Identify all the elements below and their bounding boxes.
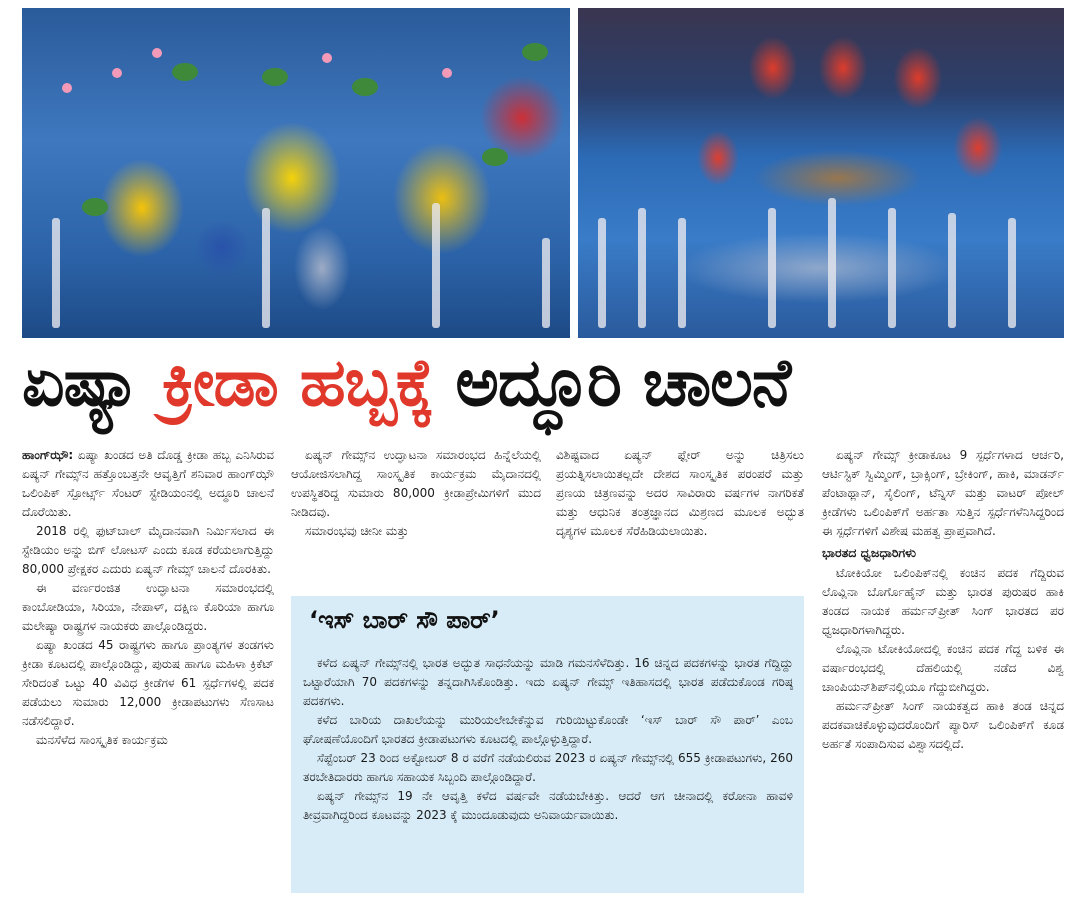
paragraph: 2018 ರಲ್ಲಿ ಫುಟ್‌ಬಾಲ್ ಮೈದಾನವಾಗಿ ನಿರ್ಮಿಸಲಾದ ಈ ಸ್ಟೇಡಿಯಂ ಅನ್ನು ಬಿಗ್ ಲೋಟಸ್ ಎಂದು ಕೂಡ ಕರೆಯಲಾಗುತ್ತಿದ್ದು 80,000 ಪ್ರೇಕ್ಷಕರ ಎದುರು ಏಷ್ಯನ್ ಗೇಮ್ಸ್ ಚಾಲನೆ ದೊರಕಿತು. xyxy=(22,524,274,576)
headline-part-3: ಅದ್ಧೂರಿ ಚಾಲನೆ xyxy=(433,344,791,421)
article-column-3 xyxy=(556,446,804,541)
paragraph: ಟೋಕಿಯೋ ಒಲಿಂಪಿಕ್‌ನಲ್ಲಿ ಕಂಚಿನ ಪದಕ ಗೆದ್ದಿರುವ ಲೊವ್ಲಿನಾ ಬೊರ್ಗೊಹೈನ್ ಮತ್ತು ಭಾರತ ಪುರುಷರ ಹಾಕಿ ತಂಡದ ನಾಯಕ ಹರ್ಮನ್‌ಪ್ರೀತ್ ಸಿಂಗ್ ಭಾರತದ ಪರ ಧ್ವಜಧಾರಿಗಳಾಗಿದ್ದರು. xyxy=(822,566,1064,637)
paragraph: ಏಷ್ಯನ್ ಗೇಮ್ಸ್‌ನ 19 ನೇ ಆವೃತ್ತಿ ಕಳೆದ ವರ್ಷವೇ ನಡೆಯಬೇಕಿತ್ತು. ಆದರೆ ಆಗ ಚೀನಾದಲ್ಲಿ ಕರೋನಾ ಹಾವಳಿ ತೀವ್ರವಾಗಿದ್ದರಿಂದ ಕೂಟವನ್ನು 2023 ಕ್ಕೆ ಮುಂದೂಡುವುದು ಅನಿವಾರ್ಯವಾಯಿತು. xyxy=(303,789,793,822)
ceremony-lion-dance-photo xyxy=(578,8,1064,338)
paragraph: ಏಷ್ಯನ್ ಗೇಮ್ಸ್ ಕ್ರೀಡಾಕೂಟ 9 ಸ್ಪರ್ಧೆಗಳಾದ ಆರ್ಚರಿ, ಆರ್ಟಿಸ್ಟಿಕ್ ಸ್ವಿಮ್ಮಿಂಗ್, ಬ್ರಾಕ್ಸಿಂಗ್, ಬ್ರೇಕಿಂಗ್, ಹಾಕಿ, ಮಾಡರ್ನ್ ಪೆಂಟಾಥ್ಲಾನ್, ಸೈಲಿಂಗ್, ಟೆನ್ನಿಸ್ ಮತ್ತು ವಾಟರ್ ಪೋಲ್ ಕ್ರೀಡೆಗಳು ಒಲಿಂಪಿಕ್‌ಗೆ ಅರ್ಹತಾ ಸುತ್ತಿನ ಸ್ಪರ್ಧೆಗಳೆನಿಸಿದ್ದರಿಂದ ಈ ಸ್ಪರ್ಧೆಗಳಿಗೆ ವಿಶೇಷ ಮಹತ್ವ ಪ್ರಾಪ್ತವಾಗಿದೆ. xyxy=(822,448,1064,538)
paragraph: ಹರ್ಮನ್‌ಪ್ರೀತ್ ಸಿಂಗ್ ನಾಯಕತ್ವದ ಹಾಕಿ ತಂಡ ಚಿನ್ನದ ಪದಕವಾಚಿಕೊಳ್ಳುವುದರೊಂದಿಗೆ ಪ್ಯಾರಿಸ್ ಒಲಿಂಪಿಕ್‌ಗೆ ಕೂಡ ಅರ್ಹತೆ ಸಂಪಾದಿಸುವ ವಿಶ್ವಾಸದಲ್ಲಿದೆ. xyxy=(822,699,1064,751)
article-column-2 xyxy=(291,446,541,541)
paragraph: ಏಷ್ಯನ್ ಗೇಮ್ಸ್‌ನ ಉದ್ಘಾಟನಾ ಸಮಾರಂಭದ ಹಿನ್ನೆಲೆಯಲ್ಲಿ ಆಯೋಜಿಸಲಾಗಿದ್ದ ಸಾಂಸ್ಕೃತಿಕ ಕಾರ್ಯಕ್ರಮ ಮೈದಾನದಲ್ಲಿ ಉಪಸ್ಥಿತರಿದ್ದ ಸುಮಾರು 80,000 ಕ್ರೀಡಾಪ್ರೇಮಿಗಳಿಗೆ ಮುದ ನೀಡಿದವು. xyxy=(291,448,541,519)
paragraph: ಮನಸೆಳೆದ ಸಾಂಸ್ಕೃತಿಕ ಕಾರ್ಯಕ್ರಮ xyxy=(36,733,168,747)
paragraph: ಸಮಾರಂಭವು ಚೀನೀ ಮತ್ತು xyxy=(305,524,409,538)
dateline: ಹಾಂಗ್‌ಝೌ: xyxy=(22,448,74,462)
box-body xyxy=(303,654,793,825)
headline-part-2: ಕ್ರೀಡಾ ಹಬ್ಬಕ್ಕೆ xyxy=(161,344,434,421)
paragraph-text: ಏಷ್ಯಾ ಖಂಡದ ಅತಿ ದೊಡ್ಡ ಕ್ರೀಡಾ ಹಬ್ಬ ಎನಿಸಿರುವ ಏಷ್ಯನ್ ಗೇಮ್ಸ್‌ನ ಹತ್ತೊಂಬತ್ತನೇ ಆವೃತ್ತಿಗೆ ಶನಿವಾರ ಹಾಂಗ್‌ಝೌ ಒಲಿಂಪಿಕ್ ಸ್ಪೋರ್ಟ್ಸ್ ಸೆಂಟರ್ ಸ್ಟೇಡಿಯಂನಲ್ಲಿ ಅದ್ಧೂರಿ ಚಾಲನೆ ದೊರೆಯಿತು. xyxy=(22,448,274,519)
ceremony-dancers-photo xyxy=(22,8,570,338)
article-column-1 xyxy=(22,446,274,750)
headline xyxy=(22,342,1064,424)
headline-part-1: ಏಷ್ಯಾ xyxy=(22,344,162,421)
paragraph: ಏಷ್ಯಾ ಖಂಡದ 45 ರಾಷ್ಟ್ರಗಳು ಹಾಗೂ ಪ್ರಾಂತ್ಯಗಳ ತಂಡಗಳು ಕ್ರೀಡಾ ಕೂಟದಲ್ಲಿ ಪಾಲ್ಗೊಂಡಿದ್ದು, ಪುರುಷ ಹಾಗೂ ಮಹಿಳಾ ಕ್ರಿಕೆಟ್ ಸೇರಿದಂತೆ ಒಟ್ಟು 40 ವಿವಿಧ ಕ್ರೀಡೆಗಳ 61 ಸ್ಪರ್ಧೆಗಳಲ್ಲಿ ಪದಕ ಪಡೆಯಲು ಸುಮಾರು 12,000 ಕ್ರೀಡಾಪಟುಗಳು ಸೆಣಸಾಟ ನಡೆಸಲಿದ್ದಾರೆ. xyxy=(22,638,274,728)
paragraph: ಕಳೆದ ಬಾರಿಯ ದಾಖಲೆಯನ್ನು ಮುರಿಯಲೇಬೇಕೆನ್ನುವ ಗುರಿಯಿಟ್ಟುಕೊಂಡೇ ‘ಇಸ್ ಬಾರ್ ಸೌ ಪಾರ್’ ಎಂಬ ಘೋಷಣೆಯೊಂದಿಗೆ ಭಾರತದ ಕ್ರೀಡಾಪಟುಗಳು ಕೂಟದಲ್ಲಿ ಪಾಲ್ಗೊಳ್ಳುತ್ತಿದ್ದಾರೆ. xyxy=(303,713,793,746)
paragraph: ಲೊವ್ಲಿನಾ ಟೋಕಿಯೋದಲ್ಲಿ ಕಂಚಿನ ಪದಕ ಗೆದ್ದ ಬಳಿಕ ಈ ವರ್ಷಾರಂಭದಲ್ಲಿ ದೆಹಲಿಯಲ್ಲಿ ನಡೆದ ವಿಶ್ವ ಚಾಂಪಿಯನ್‌ಶಿಪ್‌ನಲ್ಲಿಯೂ ಗೆದ್ದುಬೀಗಿದ್ದರು. xyxy=(822,642,1064,694)
paragraph: ಕಳೆದ ಏಷ್ಯನ್ ಗೇಮ್ಸ್‌ನಲ್ಲಿ ಭಾರತ ಅದ್ಭುತ ಸಾಧನೆಯನ್ನು ಮಾಡಿ ಗಮನಸೆಳೆದಿತ್ತು. 16 ಚಿನ್ನದ ಪದಕಗಳನ್ನು ಭಾರತ ಗೆದ್ದಿದ್ದು ಒಟ್ಟಾರೆಯಾಗಿ 70 ಪದಕಗಳನ್ನು ತನ್ನದಾಗಿಸಿಕೊಂಡಿತ್ತು. ಇದು ಏಷ್ಯನ್ ಗೇಮ್ಸ್ ಇತಿಹಾಸದಲ್ಲಿ ಭಾರತ ಪಡೆದುಕೊಂಡ ಗರಿಷ್ಠ ಪದಕಗಳು. xyxy=(303,656,793,708)
paragraph: ಸೆಪ್ಟೆಂಬರ್ 23 ರಿಂದ ಅಕ್ಟೋಬರ್ 8 ರ ವರೆಗೆ ನಡೆಯಲಿರುವ 2023 ರ ಏಷ್ಯನ್ ಗೇಮ್ಸ್‌ನಲ್ಲಿ 655 ಕ್ರೀಡಾಪಟುಗಳು, 260 ತರಬೇತಿದಾರರು ಹಾಗೂ ಸಹಾಯಕ ಸಿಬ್ಬಂದಿ ಪಾಲ್ಗೊಂಡಿದ್ದಾರೆ. xyxy=(303,751,793,784)
paragraph: ಈ ವರ್ಣರಂಜಿತ ಉದ್ಘಾಟನಾ ಸಮಾರಂಭದಲ್ಲಿ ಕಾಂಬೋಡಿಯಾ, ಸಿರಿಯಾ, ನೇಪಾಳ್, ದಕ್ಷಿಣ ಕೊರಿಯಾ ಹಾಗೂ ಮಲೇಷ್ಯಾ ರಾಷ್ಟ್ರಗಳ ನಾಯಕರು ಪಾಲ್ಗೊಂಡಿದ್ದರು. xyxy=(22,581,274,633)
paragraph: ವಿಶಿಷ್ಟವಾದ ಏಷ್ಯನ್ ಫ್ಲೇರ್ ಅನ್ನು ಚಿತ್ರಿಸಲು ಪ್ರಯತ್ನಿಸಲಾಯಿತಲ್ಲದೇ ದೇಶದ ಸಾಂಸ್ಕೃತಿಕ ಪರಂಪರೆ ಮತ್ತು ಪ್ರಣಯ ಚಿತ್ರಣವನ್ನು ಅದರ ಸಾವಿರಾರು ವರ್ಷಗಳ ನಾಗರಿಕತೆ ಮತ್ತು ಆಧುನಿಕ ತಂತ್ರಜ್ಞಾನದ ಮಿಶ್ರಣದ ಮೂಲಕ ಅದ್ಭುತ ದೃಶ್ಯಗಳ ಮೂಲಕ ಸೆರೆಹಿಡಿಯಲಾಯಿತು. xyxy=(556,448,804,538)
subheading: ಭಾರತದ ಧ್ವಜಧಾರಿಗಳು xyxy=(822,545,916,560)
sidebar-box xyxy=(291,596,804,893)
box-title: ‘ಇಸ್ ಬಾರ್ ಸೌ ಪಾರ್’ xyxy=(309,606,500,634)
article-column-4 xyxy=(822,446,1064,754)
paragraph xyxy=(22,446,274,522)
